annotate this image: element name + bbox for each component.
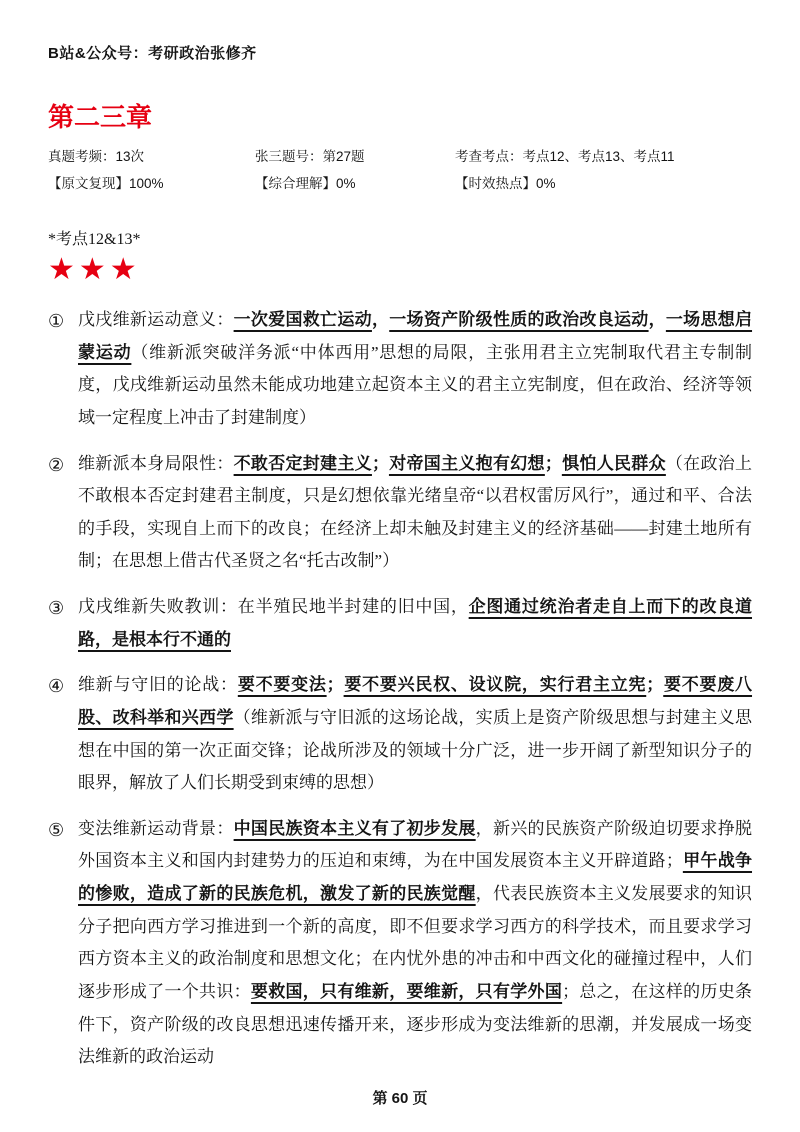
text-segment: 对帝国主义抱有幻想 [388,453,545,473]
meta-original-text: 【原文复现】100% [48,175,164,191]
text-segment: ； [544,453,562,473]
list-item [48,813,752,1074]
meta-column-frequency [48,150,255,190]
text-segment: ；总之，在这样的历史条件下，资产阶级的改良思想迅速传播开来，逐步形成为变法维新的思潮，并发展成一场变法维新的政治运动 [78,981,753,1067]
content-list [48,304,752,1074]
text-segment: 要不要兴民权、设议院，实行君主立宪 [343,675,647,695]
chapter-meta [48,150,752,190]
meta-exam-points: 考查考点：考点12、考点13、考点11 [455,149,675,164]
text-segment: 变法维新运动背景： [78,818,234,838]
text-segment: （维新派与守旧派的这场论战，实质上是资产阶级思想与封建主义思想在中国的第一次正面交锋；论战所涉及的领域十分广泛，进一步开阔了新型知识分子的眼界，解放了人们长期受到束缚的思想） [78,707,753,793]
item-number: ① [48,311,65,331]
text-segment: 要不要变法 [237,675,327,695]
text-segment: 惧怕人民群众 [561,453,666,473]
text-segment: 要不要废八股、改科举和兴西学 [78,675,753,727]
text-segment: 要救国，只有维新，要维新，只有学外国 [250,981,563,1001]
text-segment: 不敢否定封建主义 [233,453,372,473]
importance-stars: ★★★ [48,253,141,286]
text-segment: 一场思想启蒙运动 [78,310,753,362]
text-segment: ， [648,310,666,329]
text-segment: 企图通过统治者走自上而下的改良道路，是根本行不通的 [78,597,753,649]
kaodian-label: *考点12&13* [48,231,141,248]
text-segment: 戊戌维新运动意义： [78,310,234,329]
list-item [48,304,752,435]
list-item [48,591,752,656]
meta-comprehension: 【综合理解】0% [255,175,356,191]
item-number: ② [48,454,65,475]
list-item [48,669,752,800]
text-segment: （维新派突破洋务派“中体西用”思想的局限，主张用君主立宪制取代君主专制制度，戊戌维新运动虽然未能成功地建立起资本主义的君主立宪制度，但在政治、经济等领域一定程度上冲击了封建制度） [78,342,753,427]
text-segment: 甲午战争的惨败，造成了新的民族危机，激发了新的民族觉醒 [78,851,753,903]
text-segment: 维新派本身局限性： [78,453,234,473]
meta-column-points [455,150,752,190]
list-item [48,448,752,579]
text-segment: ， [371,310,390,329]
meta-hot-topics: 【时效热点】0% [455,175,556,191]
text-segment: 中国民族资本主义有了初步发展 [233,818,476,838]
text-segment: （在政治上不敢根本否定封建君主制度，只是幻想依靠光绪皇帝“以君权雷厉风行”，通过和平、合法的手段，实现自上而下的改良；在经济上却未触及封建主义的经济基础——封建土地所有制；在思想上借古代圣贤之名“托古改制”） [78,453,753,571]
item-number: ⑤ [48,819,65,840]
text-segment: 维新与守旧的论战： [78,675,238,695]
page-number: 第 60 页 [372,1090,428,1107]
item-number: ④ [48,676,65,697]
meta-exam-frequency: 真题考频：13次 [48,149,145,164]
text-segment: 戊戌维新失败教训：在半殖民地半封建的旧中国， [78,597,469,616]
text-segment: ，代表民族资本主义发展要求的知识分子把向西方学习推进到一个新的高度，即不但要求学习西方的科学技术，而且要求学习西方资本主义的政治制度和思想文化；在内忧外患的冲击和中西文化的碰撞过程中，人们逐步形成了一个共识： [78,884,753,1001]
text-segment: ； [371,453,389,473]
text-segment: ； [646,675,664,695]
text-segment: 一次爱国救亡运动 [233,310,372,329]
meta-question-number: 张三题号：第27题 [255,149,365,164]
text-segment: 一场资产阶级性质的政治改良运动 [389,310,649,329]
text-segment: ，新兴的民族资产阶级迫切要求挣脱外国资本主义和国内封建势力的压迫和束缚，为在中国发展资本主义开辟道路； [78,818,753,871]
site-header: B站&公众号：考研政治张修齐 [48,45,257,62]
item-number: ③ [48,598,65,618]
text-segment: ； [326,675,344,695]
chapter-title: 第二三章 [48,102,153,132]
meta-column-question [255,150,455,190]
